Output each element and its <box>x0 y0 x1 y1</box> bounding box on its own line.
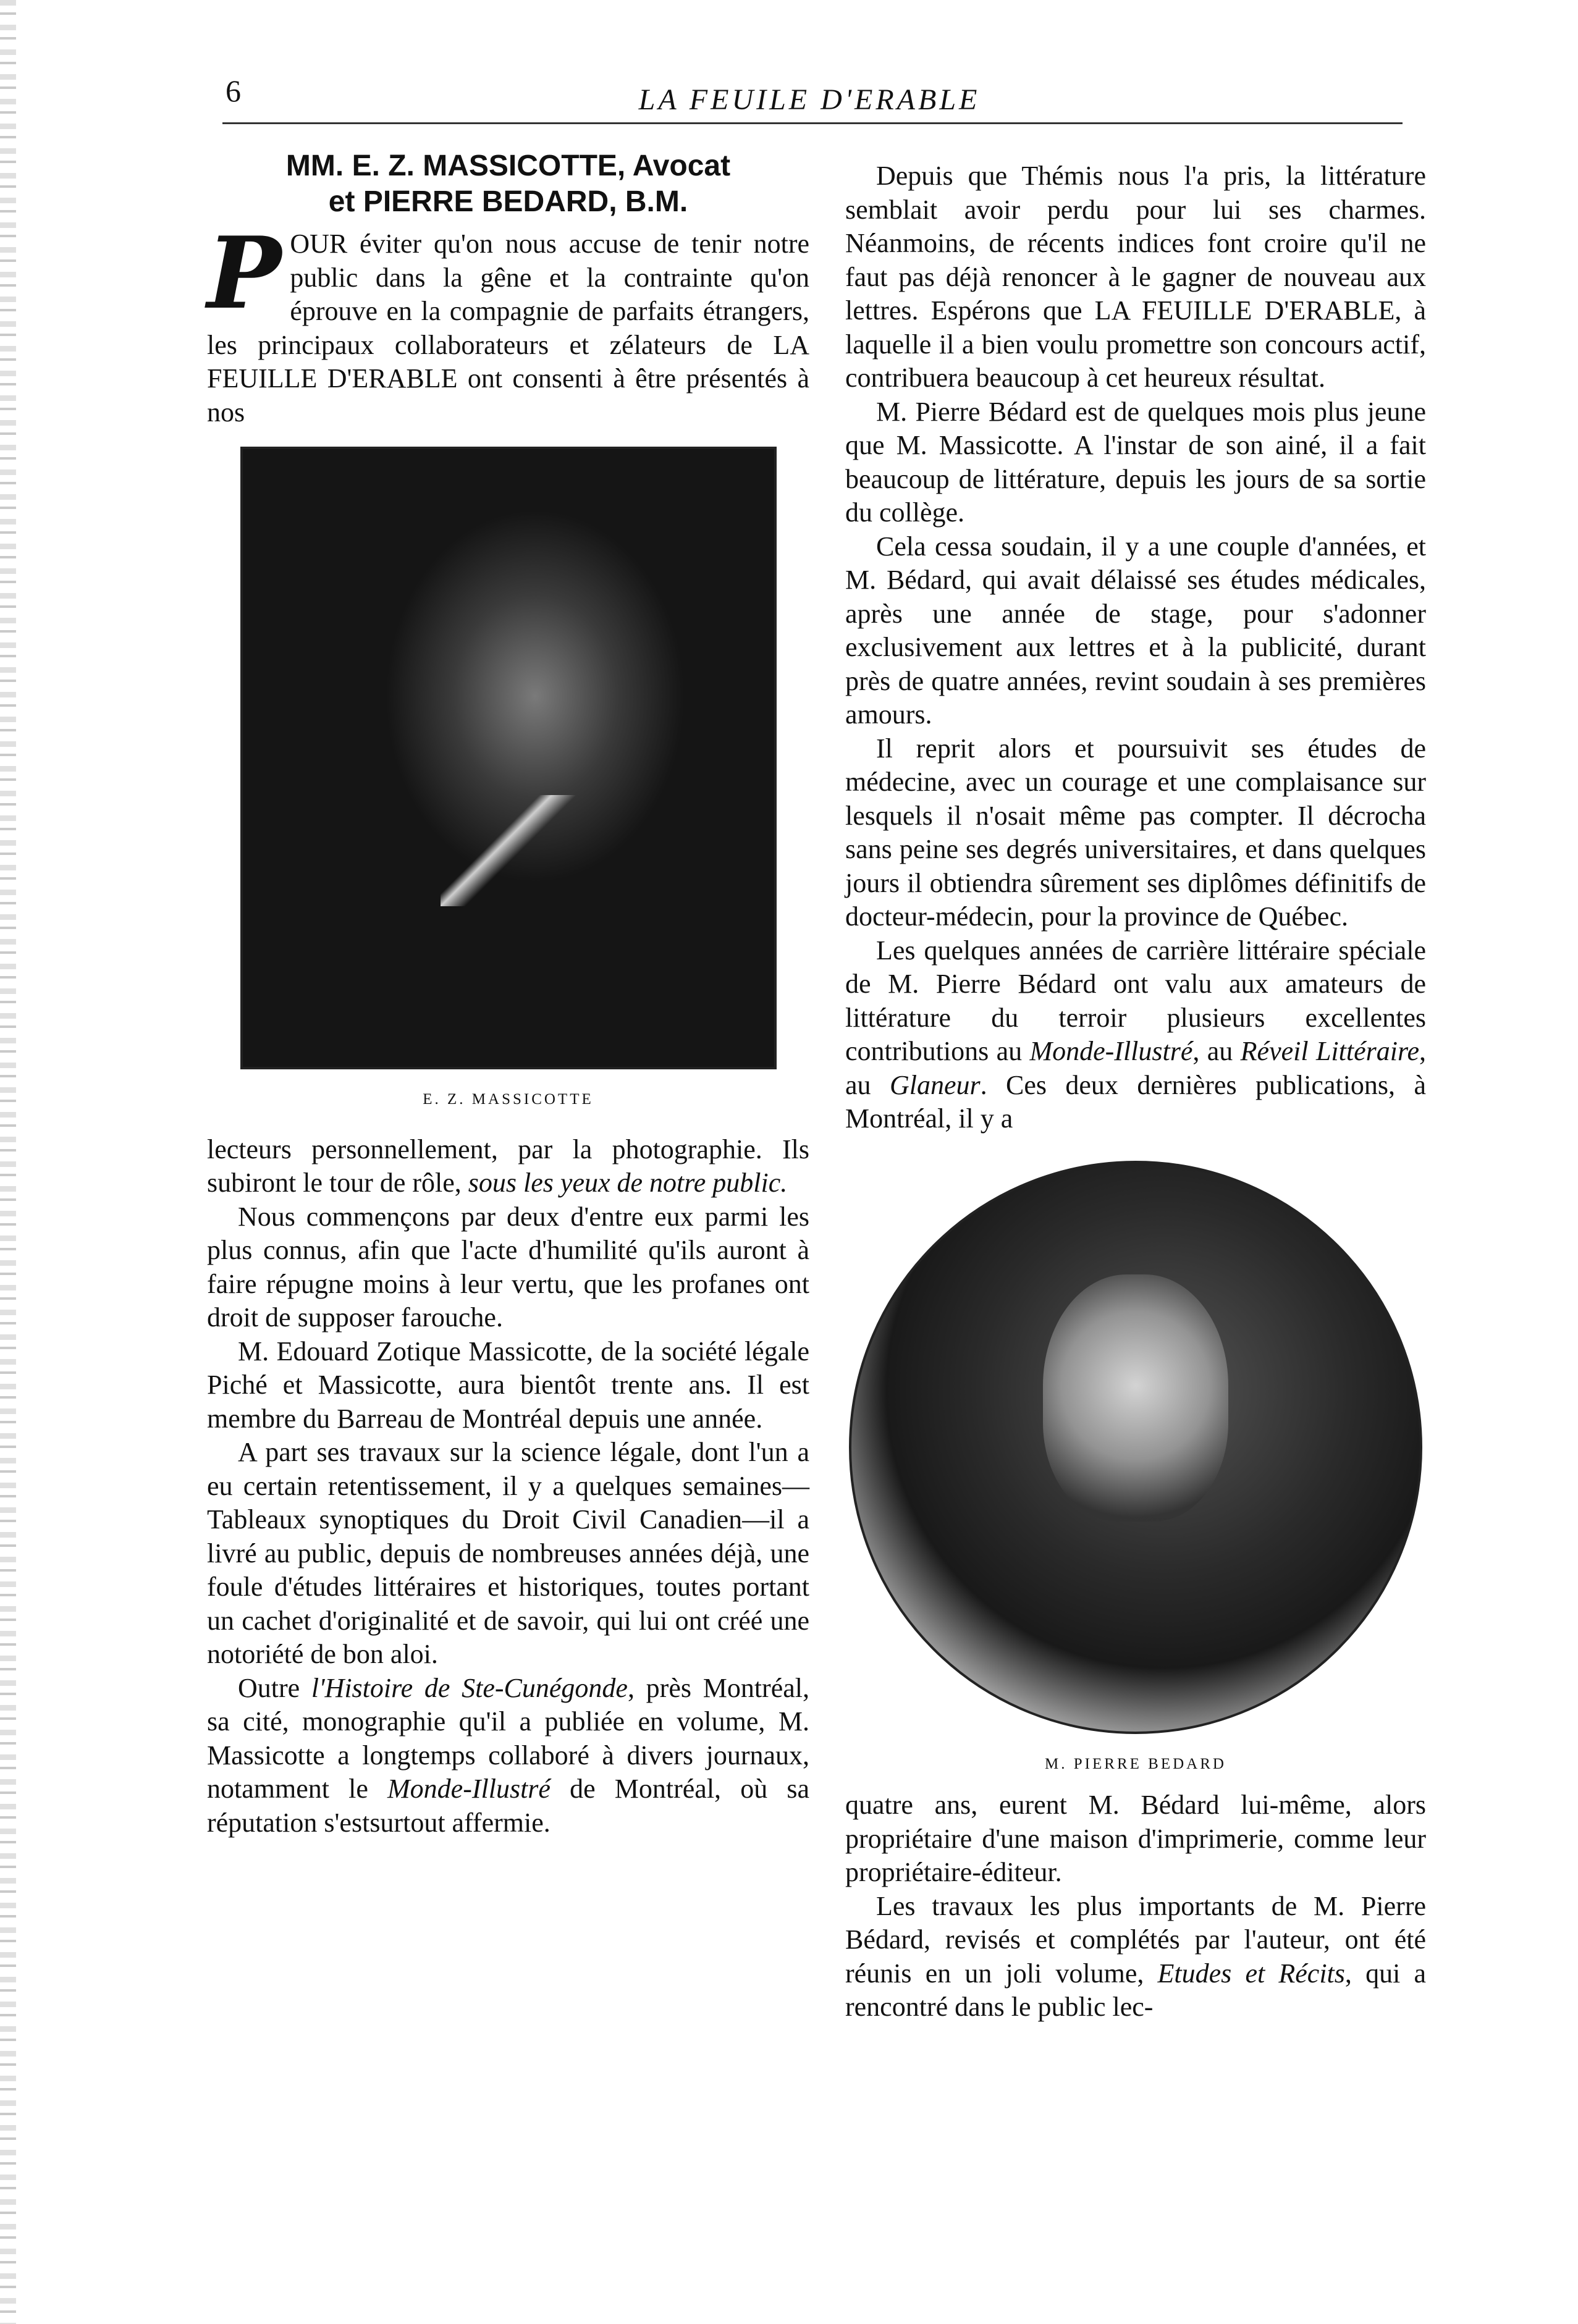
page-number: 6 <box>226 74 241 108</box>
right-paragraph-5-text-c: , au <box>845 1036 1426 1100</box>
paragraph-5-text-c: de Montréal, où sa réputation s'estsurtout affermie. <box>207 1774 810 1838</box>
page-header <box>204 73 1415 128</box>
massicotte-portrait-image <box>240 447 777 1069</box>
article-title-line-1: MM. E. Z. MASSICOTTE, Avocat <box>285 149 731 182</box>
massicotte-caption: E. Z. MASSICOTTE <box>423 1091 594 1108</box>
right-paragraph-5 <box>845 934 1426 1136</box>
paragraph-3: M. Edouard Zotique Massicotte, de la société légale Piché et Massicotte, aura bientôt trente ans. Il est membre du Barreau de Montréal depuis une année. <box>207 1336 809 1434</box>
scan-edge <box>0 0 16 2324</box>
massicotte-photo-block <box>207 447 809 1117</box>
article-title <box>207 148 809 220</box>
right-paragraph-5-italic-3: Glaneur <box>889 1069 981 1100</box>
article-title-line-2: et PIERRE BEDARD, B.M. <box>328 185 688 218</box>
intro-paragraph <box>207 215 809 429</box>
intro-paragraph-continued <box>207 1133 809 1200</box>
right-paragraph-5-text-a: Les quelques années de carrière littéraire spéciale de M. Pierre Bédard ont valu aux amateurs de littérature du terroir plusieurs excellentes contributions au <box>845 935 1426 1066</box>
right-paragraph-1: Depuis que Thémis nous l'a pris, la littérature semblait avoir perdu pour lui ses charmes. Néanmoins, de récents indices font croire qu'il ne faut pas déjà renoncer à le gagner de nouveau aux lettres. Espérons que LA FEUILLE D'ERABLE, à laquelle il a bien voulu promettre son concours actif, contribuera beaucoup à cet heureux résultat. <box>845 161 1426 393</box>
paragraph-5-text-b: , près Montréal, sa cité, monographie qu'il a publiée en volume, M. Massicotte a longtemps collaboré à divers journaux, notamment le <box>207 1672 809 1804</box>
paragraph-5-italic-1: l'Histoire de Ste-Cunégonde <box>311 1672 628 1703</box>
paragraph-5-italic-2: Monde-Illustré <box>387 1774 551 1804</box>
right-column <box>845 159 1426 2024</box>
right-paragraph-2: M. Pierre Bédard est de quelques mois plus jeune que M. Massicotte. A l'instar de son ainé, il a fait beaucoup de littérature, depuis les jours de sa sortie du collège. <box>845 396 1426 528</box>
bedard-portrait-image <box>849 1161 1422 1734</box>
intro-continued-text: lecteurs personnellement, par la photographie. Ils subiront le tour de rôle, <box>207 1134 809 1198</box>
right-paragraph-5-continued: quatre ans, eurent M. Bédard lui-même, alors propriétaire d'une maison d'imprimerie, comme leur propriétaire-éditeur. <box>845 1790 1426 1887</box>
left-column <box>207 148 809 1840</box>
intro-continued-italic: sous les yeux de notre public. <box>468 1168 788 1198</box>
right-paragraph-5-italic-2: Réveil Littéraire <box>1240 1036 1419 1066</box>
right-paragraph-6-text-b: , qui a rencontré dans le public lec- <box>845 1958 1426 2022</box>
paragraph-5 <box>207 1672 809 1840</box>
right-paragraph-6-text-a: Les travaux les plus importants de M. Pierre Bédard, revisés et complétés par l'auteur, ont été réunis en un joli volume, <box>845 1890 1426 1989</box>
paragraph-5-text-a: Outre <box>238 1672 311 1703</box>
paragraph-2: Nous commençons par deux d'entre eux parmi les plus connus, afin que l'acte d'humilité qu'ils auront à faire répugne moins à leur vertu, que les profanes ont droit de supposer farouche. <box>207 1201 809 1333</box>
right-paragraph-3: Cela cessa soudain, il y a une couple d'années, et M. Bédard, qui avait délaissé ses études médicales, après une année de stage, pour s'adonner exclusivement aux lettres et à la publicité, durant près de quatre années, revint soudain à ses premières amours. <box>845 531 1426 730</box>
right-paragraph-5-text-d: . Ces deux dernières publications, à Montréal, il y a <box>845 1069 1426 1134</box>
right-paragraph-5-text-b: , au <box>1192 1036 1241 1066</box>
running-title: LA FEUILE D'ERABLE <box>638 83 981 116</box>
drop-cap: P <box>207 215 282 331</box>
right-paragraph-4: Il reprit alors et poursuivit ses études de médecine, avec un courage et une complaisance sur lesquels il n'osait même pas compter. Il décrocha sans peine ses degrés universitaires, et dans quelques jours il obtiendra sûrement ses diplômes définitifs de docteur-médecin, pour la province de Québec. <box>845 733 1426 932</box>
bedard-photo-block <box>845 1161 1426 1782</box>
paragraph-4: A part ses travaux sur la science légale, dont l'un a eu certain retentissement, il y a quelques semaines—Tableaux synoptiques du Droit Civil Canadien—il a livré au public, depuis de nombreuses années déjà, une foule d'études littéraires et historiques, toutes portant un cachet d'originalité et de savoir, qui lui ont créé une notoriété de bon aloi. <box>207 1437 809 1669</box>
bedard-caption: M. PIERRE BEDARD <box>1045 1755 1226 1772</box>
right-paragraph-6-italic: Etudes et Récits <box>1157 1958 1345 1989</box>
right-paragraph-6 <box>845 1890 1426 2024</box>
right-paragraph-5-italic-1: Monde-Illustré <box>1029 1036 1193 1066</box>
intro-text: OUR éviter qu'on nous accuse de tenir notre public dans la gêne et la contrainte qu'on éprouve en la compagnie de parfaits étrangers, les principaux collaborateurs et zélateurs de LA FEUILLE D'ERABLE ont consenti à être présentés à nos <box>207 229 809 427</box>
header-rule <box>222 122 1403 124</box>
